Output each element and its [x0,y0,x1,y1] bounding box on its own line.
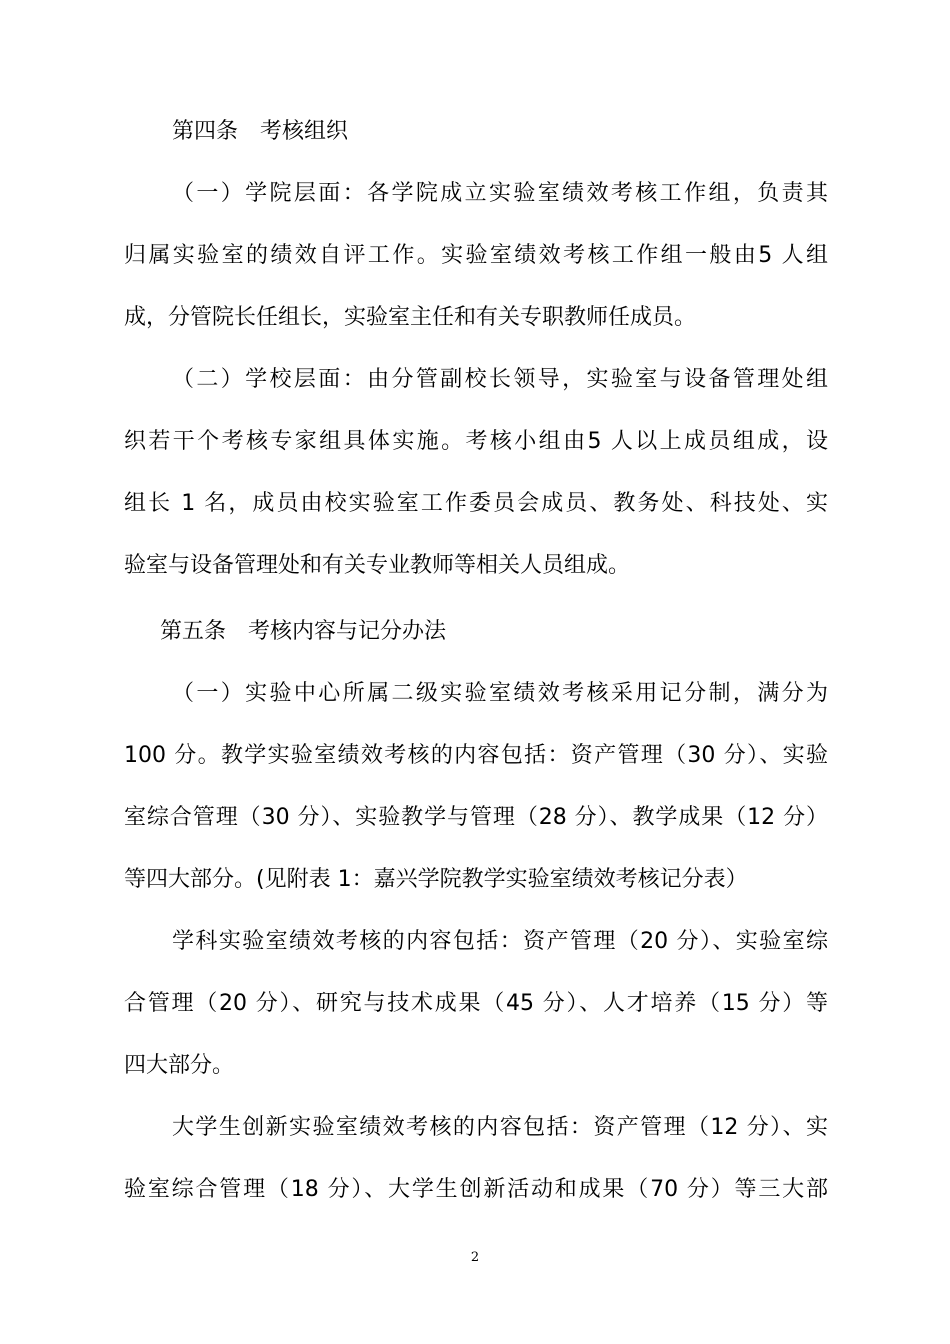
paragraph-line: 室综合管理（30 分）、实验教学与管理（28 分）、教学成果（12 分） [124,805,828,830]
paragraph-line: 成，分管院长任组长，实验室主任和有关专职教师任成员。 [124,305,697,330]
paragraph-line: 验室与设备管理处和有关专业教师等相关人员组成。 [124,553,631,578]
paragraph-line: 等四大部分。(见附表 1：嘉兴学院教学实验室绩效考核记分表） [124,867,748,892]
paragraph-line: 合管理（20 分）、研究与技术成果（45 分）、人才培养（15 分）等 [124,991,828,1016]
article-4-heading: 第四条 考核组织 [172,119,349,144]
page-number: 2 [470,1250,480,1265]
article-5-heading: 第五条 考核内容与记分办法 [160,619,447,644]
paragraph-line: 验室综合管理（18 分）、大学生创新活动和成果（70 分）等三大部 [124,1177,828,1202]
paragraph-line: 大学生创新实验室绩效考核的内容包括：资产管理（12 分）、实 [172,1115,828,1140]
paragraph-line: 归属实验室的绩效自评工作。实验室绩效考核工作组一般由5 人组 [124,243,828,268]
paragraph-line: （二）学校层面：由分管副校长领导，实验室与设备管理处组 [172,367,828,392]
paragraph-line: 四大部分。 [124,1053,235,1078]
paragraph-line: （一）学院层面：各学院成立实验室绩效考核工作组，负责其 [172,181,828,206]
paragraph-line: 织若干个考核专家组具体实施。考核小组由5 人以上成员组成，设 [124,429,828,454]
paragraph-line: 组长 1 名，成员由校实验室工作委员会成员、教务处、科技处、实 [124,491,828,516]
paragraph-line: 100 分。教学实验室绩效考核的内容包括：资产管理（30 分）、实验 [124,743,828,768]
paragraph-line: （一）实验中心所属二级实验室绩效考核采用记分制，满分为 [172,681,828,706]
paragraph-line: 学科实验室绩效考核的内容包括：资产管理（20 分）、实验室综 [172,929,828,954]
